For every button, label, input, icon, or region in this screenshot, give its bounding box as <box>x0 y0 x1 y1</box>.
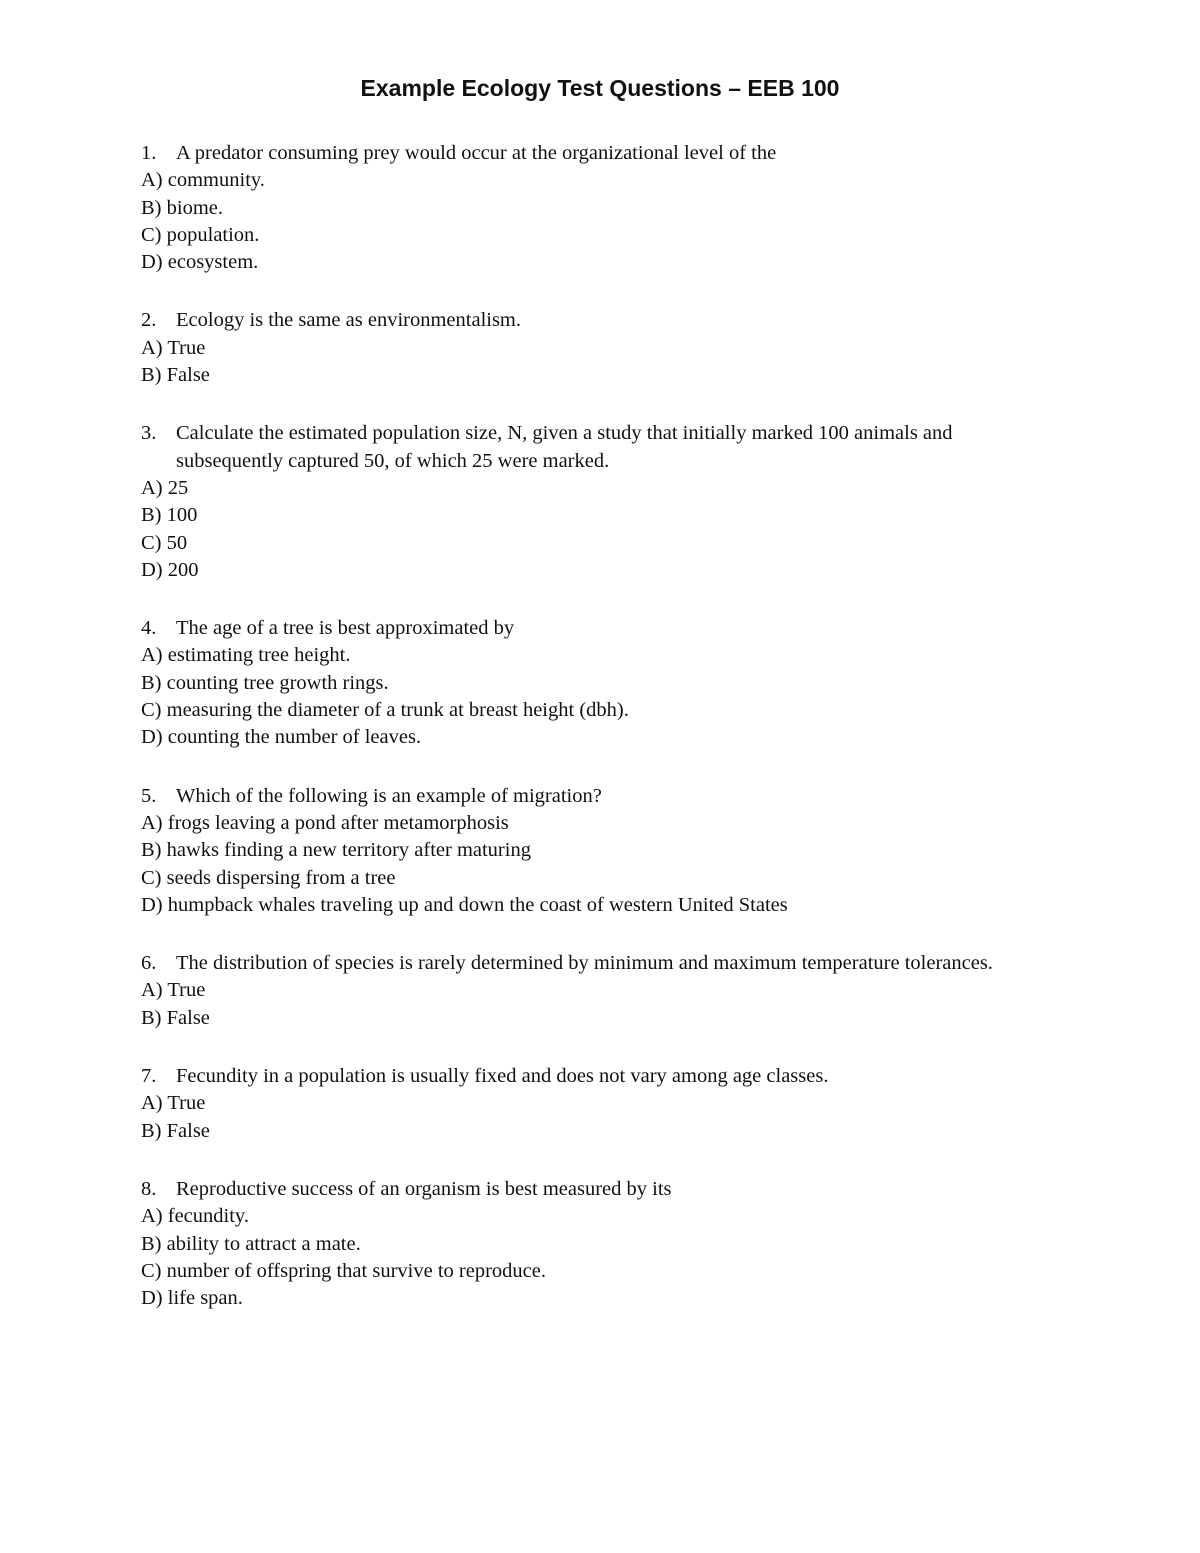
question-text: The distribution of species is rarely determined by minimum and maximum temperature tolerances. <box>176 952 993 975</box>
answer-option: C) 50 <box>141 531 188 554</box>
question-text: A predator consuming prey would occur at the organizational level of the <box>176 142 777 164</box>
answer-option: A) estimating tree height. <box>141 644 351 667</box>
answer-option: C) population. <box>141 223 260 246</box>
question-5 <box>141 783 1061 919</box>
answer-option: C) seeds dispersing from a tree <box>141 866 396 889</box>
question-number: 2. <box>141 309 157 332</box>
question-number: 3. <box>141 422 157 445</box>
answer-option: D) 200 <box>141 558 199 581</box>
answer-option: C) measuring the diameter of a trunk at breast height (dbh). <box>141 699 629 722</box>
question-7 <box>141 1063 1061 1145</box>
answer-option: A) 25 <box>141 476 189 499</box>
answer-option: D) life span. <box>141 1287 243 1310</box>
question-number: 1. <box>141 142 157 164</box>
answer-option: B) hawks finding a new territory after maturing <box>141 839 531 862</box>
question-3 <box>141 420 1061 584</box>
answer-option: A) True <box>141 1092 206 1115</box>
question-number: 7. <box>141 1065 157 1088</box>
question-4 <box>141 615 1061 751</box>
answer-option: B) biome. <box>141 196 223 219</box>
question-2 <box>141 307 1061 389</box>
answer-option: B) 100 <box>141 504 198 527</box>
page-title: Example Ecology Test Questions – EEB 100 <box>360 75 840 101</box>
answer-option: B) False <box>141 1119 210 1142</box>
answer-option: A) fecundity. <box>141 1205 249 1228</box>
answer-option: D) humpback whales traveling up and down the coast of western United States <box>141 893 788 916</box>
answer-option: A) frogs leaving a pond after metamorphosis <box>141 811 509 834</box>
question-number: 4. <box>141 617 157 640</box>
question-text: Calculate the estimated population size, N, given a study that initially marked 100 animals and subsequently captured 50, of which 25 were marked. <box>176 422 953 472</box>
question-1 <box>141 140 1061 276</box>
question-number: 8. <box>141 1177 157 1200</box>
question-text: Which of the following is an example of migration? <box>176 784 602 807</box>
answer-option: D) ecosystem. <box>141 251 259 274</box>
answer-option: A) community. <box>141 169 265 192</box>
question-number: 6. <box>141 952 157 975</box>
answer-option: B) False <box>141 364 210 387</box>
answer-option: C) number of offspring that survive to reproduce. <box>141 1259 546 1282</box>
question-list <box>141 140 1061 1343</box>
answer-option: D) counting the number of leaves. <box>141 726 422 749</box>
answer-option: B) False <box>141 1006 210 1029</box>
answer-option: B) ability to attract a mate. <box>141 1232 361 1255</box>
question-text: The age of a tree is best approximated by <box>176 617 515 640</box>
answer-option: A) True <box>141 979 206 1002</box>
question-text: Ecology is the same as environmentalism. <box>176 309 522 332</box>
question-number: 5. <box>141 784 157 807</box>
question-6 <box>141 950 1061 1032</box>
question-text: Reproductive success of an organism is best measured by its <box>176 1177 672 1200</box>
answer-option: A) True <box>141 336 206 359</box>
question-text: Fecundity in a population is usually fixed and does not vary among age classes. <box>176 1065 829 1088</box>
question-8 <box>141 1176 1061 1312</box>
answer-option: B) counting tree growth rings. <box>141 671 389 694</box>
